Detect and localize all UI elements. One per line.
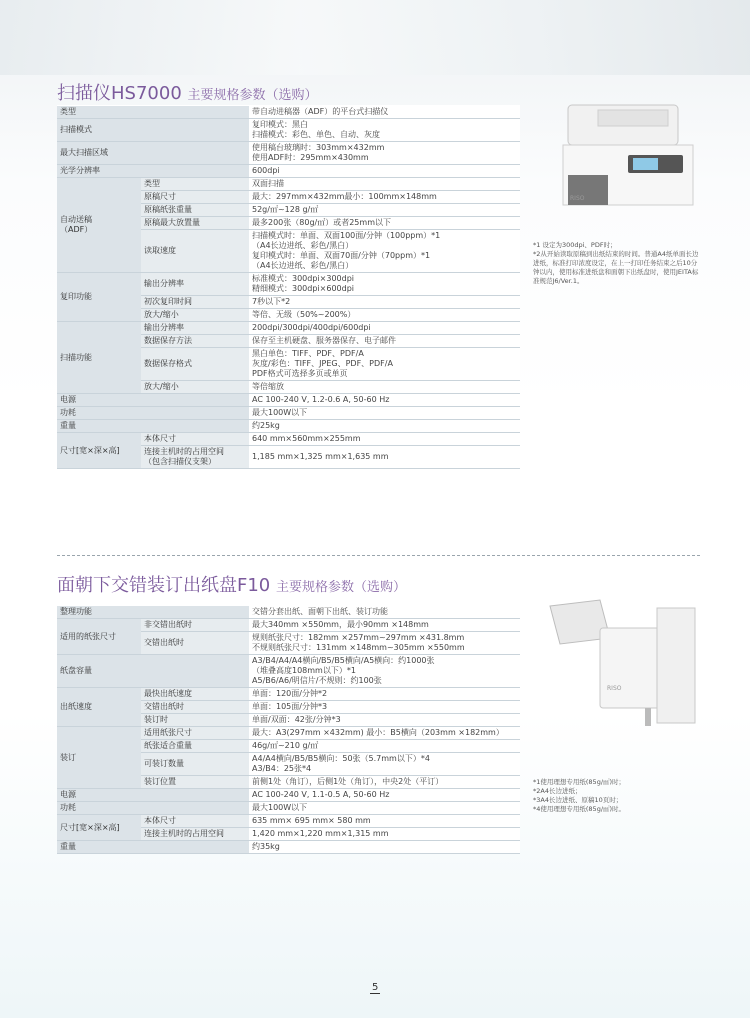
spec-value: A3/B4/A4/A4横向/B5/B5横向/A5横向：约1000张 （堆叠高度108mm以下）*1 A5/B6/A6/明信片/不规则：约100张 [249, 655, 520, 688]
spec-value: 200dpi/300dpi/400dpi/600dpi [249, 322, 520, 335]
spec-subcategory-label: 读取速度 [141, 230, 249, 273]
section1-title: 扫描仪HS7000 [57, 83, 182, 104]
spec-row [57, 688, 520, 701]
section2-subtitle: 主要规格参数（选购） [276, 580, 407, 595]
finisher-tray-image [545, 598, 697, 728]
spec-value: 最大100W以下 [249, 407, 520, 420]
spec-row [57, 273, 520, 296]
spec-category-label: 电源 [57, 394, 249, 407]
spec-value: 前侧1处（角订），后侧1处（角订），中央2处（平订） [249, 776, 520, 789]
spec-value: 规则纸张尺寸：182mm ×257mm~297mm ×431.8mm 不规则纸张尺寸：131mm ×148mm~305mm ×550mm [249, 632, 520, 655]
spec-row [57, 119, 520, 142]
spec-subcategory-label: 连接主机时的占用空间 [141, 828, 249, 841]
spec-value: 约35kg [249, 841, 520, 854]
svg-text:RISO: RISO [607, 685, 622, 692]
spec-subcategory-label: 非交错出纸时 [141, 619, 249, 632]
section1-footnotes: *1 设定为300dpi、PDF时； *2从开始读取原稿到出纸结束的时间。普通A4纸单面长边进纸，标准打印浓度设定，在上一打印任务结束之后10分钟以内，使用标准进纸盘和面朝下出纸盘时，使用JEITA标准规范J6/Ver.1。 [533, 241, 699, 285]
spec-subcategory-label: 放大/缩小 [141, 309, 249, 322]
spec-subcategory-label: 装订时 [141, 714, 249, 727]
section2-heading [57, 571, 406, 597]
spec-subcategory-label: 交错出纸时 [141, 701, 249, 714]
spec-value: 复印模式：黑白 扫描模式：彩色、单色、自动、灰度 [249, 119, 520, 142]
spec-category-label: 复印功能 [57, 273, 141, 322]
spec-value: 单面：105面/分钟*3 [249, 701, 520, 714]
spec-row [57, 322, 520, 335]
spec-value: 标准模式：300dpi×300dpi 精细模式：300dpi×600dpi [249, 273, 520, 296]
spec-value: 扫描模式时：单面、双面100面/分钟（100ppm）*1 （A4长边进纸、彩色/黑白） 复印模式时：单面、双面70面/分钟（70ppm）*1 （A4长边进纸、彩色/黑白） [249, 230, 520, 273]
spec-value: 最大340mm ×550mm，最小90mm ×148mm [249, 619, 520, 632]
spec-category-label: 出纸速度 [57, 688, 141, 727]
spec-row [57, 394, 520, 407]
spec-category-label: 类型 [57, 106, 249, 119]
spec-subcategory-label: 最快出纸速度 [141, 688, 249, 701]
spec-row [57, 619, 520, 632]
spec-value: 635 mm× 695 mm× 580 mm [249, 815, 520, 828]
spec-row [57, 407, 520, 420]
spec-subcategory-label: 本体尺寸 [141, 815, 249, 828]
spec-subcategory-label: 装订位置 [141, 776, 249, 789]
spec-category-label: 光学分辨率 [57, 165, 249, 178]
spec-row [57, 142, 520, 165]
spec-category-label: 装订 [57, 727, 141, 789]
spec-row [57, 655, 520, 688]
spec-category-label: 扫描功能 [57, 322, 141, 394]
spec-row [57, 727, 520, 740]
spec-value: 保存至主机硬盘、服务器保存、电子邮件 [249, 335, 520, 348]
spec-category-label: 重量 [57, 841, 249, 854]
spec-row [57, 815, 520, 828]
spec-value: AC 100-240 V, 1.1-0.5 A, 50-60 Hz [249, 789, 520, 802]
spec-value: 640 mm×560mm×255mm [249, 433, 520, 446]
spec-value: 7秒以下*2 [249, 296, 520, 309]
spec-row [57, 606, 520, 619]
spec-category-label: 自动送稿 （ADF） [57, 178, 141, 273]
spec-category-label: 整理功能 [57, 606, 249, 619]
spec-value: AC 100-240 V, 1.2-0.6 A, 50-60 Hz [249, 394, 520, 407]
page-number: 5 [372, 982, 379, 993]
spec-value: 等倍、无级（50%~200%） [249, 309, 520, 322]
spec-category-label: 扫描模式 [57, 119, 249, 142]
section-divider [57, 555, 700, 556]
spec-category-label: 尺寸[宽×深×高] [57, 815, 141, 841]
spec-category-label: 尺寸[宽×深×高] [57, 433, 141, 469]
spec-value: 单面/双面：42张/分钟*3 [249, 714, 520, 727]
spec-value: 最大：297mm×432mm最小：100mm×148mm [249, 191, 520, 204]
spec-subcategory-label: 交错出纸时 [141, 632, 249, 655]
spec-subcategory-label: 数据保存格式 [141, 348, 249, 381]
spec-row [57, 106, 520, 119]
spec-category-label: 功耗 [57, 407, 249, 420]
spec-value: 使用稿台玻璃时：303mm×432mm 使用ADF时：295mm×430mm [249, 142, 520, 165]
spec-value: 最多200张（80g/㎡）或者25mm以下 [249, 217, 520, 230]
spec-row [57, 420, 520, 433]
spec-category-label: 重量 [57, 420, 249, 433]
svg-text:RISO: RISO [570, 195, 585, 202]
header-background [0, 0, 750, 75]
spec-subcategory-label: 本体尺寸 [141, 433, 249, 446]
spec-category-label: 最大扫描区域 [57, 142, 249, 165]
section1-heading [57, 79, 318, 105]
spec-value: 带自动进稿器（ADF）的平台式扫描仪 [249, 106, 520, 119]
spec-category-label: 适用的纸张尺寸 [57, 619, 141, 655]
spec-value: 交错分套出纸、面朝下出纸、装订功能 [249, 606, 520, 619]
spec-subcategory-label: 纸张适合重量 [141, 740, 249, 753]
spec-subcategory-label: 原稿最大放置量 [141, 217, 249, 230]
spec-value: 等倍缩放 [249, 381, 520, 394]
spec-subcategory-label: 适用纸张尺寸 [141, 727, 249, 740]
spec-value: 最大：A3(297mm ×432mm) 最小：B5横向（203mm ×182mm） [249, 727, 520, 740]
spec-value: 双面扫描 [249, 178, 520, 191]
spec-value: 46g/㎡~210 g/㎡ [249, 740, 520, 753]
scanner-spec-table [57, 105, 520, 469]
spec-value: 单面：120面/分钟*2 [249, 688, 520, 701]
spec-subcategory-label: 放大/缩小 [141, 381, 249, 394]
spec-value: 52g/㎡~128 g/㎡ [249, 204, 520, 217]
spec-subcategory-label: 连接主机时的占用空间 （包含扫描仪支架） [141, 446, 249, 469]
spec-value: 1,185 mm×1,325 mm×1,635 mm [249, 446, 520, 469]
section2-footnotes: *1使用理想专用纸(85g/㎡)时； *2A4长边进纸； *3A4长边进纸、原稿10页时； *4使用理想专用纸(85g/㎡)时。 [533, 778, 626, 813]
spec-subcategory-label: 原稿尺寸 [141, 191, 249, 204]
section1-subtitle: 主要规格参数（选购） [187, 88, 318, 103]
finisher-spec-table [57, 605, 520, 854]
spec-value: 600dpi [249, 165, 520, 178]
spec-subcategory-label: 类型 [141, 178, 249, 191]
spec-row [57, 433, 520, 446]
spec-category-label: 电源 [57, 789, 249, 802]
spec-subcategory-label: 初次复印时间 [141, 296, 249, 309]
spec-subcategory-label: 输出分辨率 [141, 273, 249, 296]
spec-row [57, 802, 520, 815]
spec-value: 约25kg [249, 420, 520, 433]
spec-category-label: 纸盘容量 [57, 655, 249, 688]
spec-value: A4/A4横向/B5/B5横向：50张（5.7mm以下）*4 A3/B4：25张*4 [249, 753, 520, 776]
spec-subcategory-label: 输出分辨率 [141, 322, 249, 335]
spec-row [57, 178, 520, 191]
spec-category-label: 功耗 [57, 802, 249, 815]
section2-title: 面朝下交错装订出纸盘F10 [57, 575, 271, 596]
spec-value: 黑白单色：TIFF、PDF、PDF/A 灰度/彩色：TIFF、JPEG、PDF、PDF/A PDF格式可选择多页或单页 [249, 348, 520, 381]
spec-subcategory-label: 可装订数量 [141, 753, 249, 776]
spec-value: 1,420 mm×1,220 mm×1,315 mm [249, 828, 520, 841]
spec-subcategory-label: 原稿纸张重量 [141, 204, 249, 217]
spec-row [57, 789, 520, 802]
spec-row [57, 841, 520, 854]
spec-subcategory-label: 数据保存方法 [141, 335, 249, 348]
spec-row [57, 165, 520, 178]
scanner-printer-image [558, 100, 698, 208]
spec-value: 最大100W以下 [249, 802, 520, 815]
